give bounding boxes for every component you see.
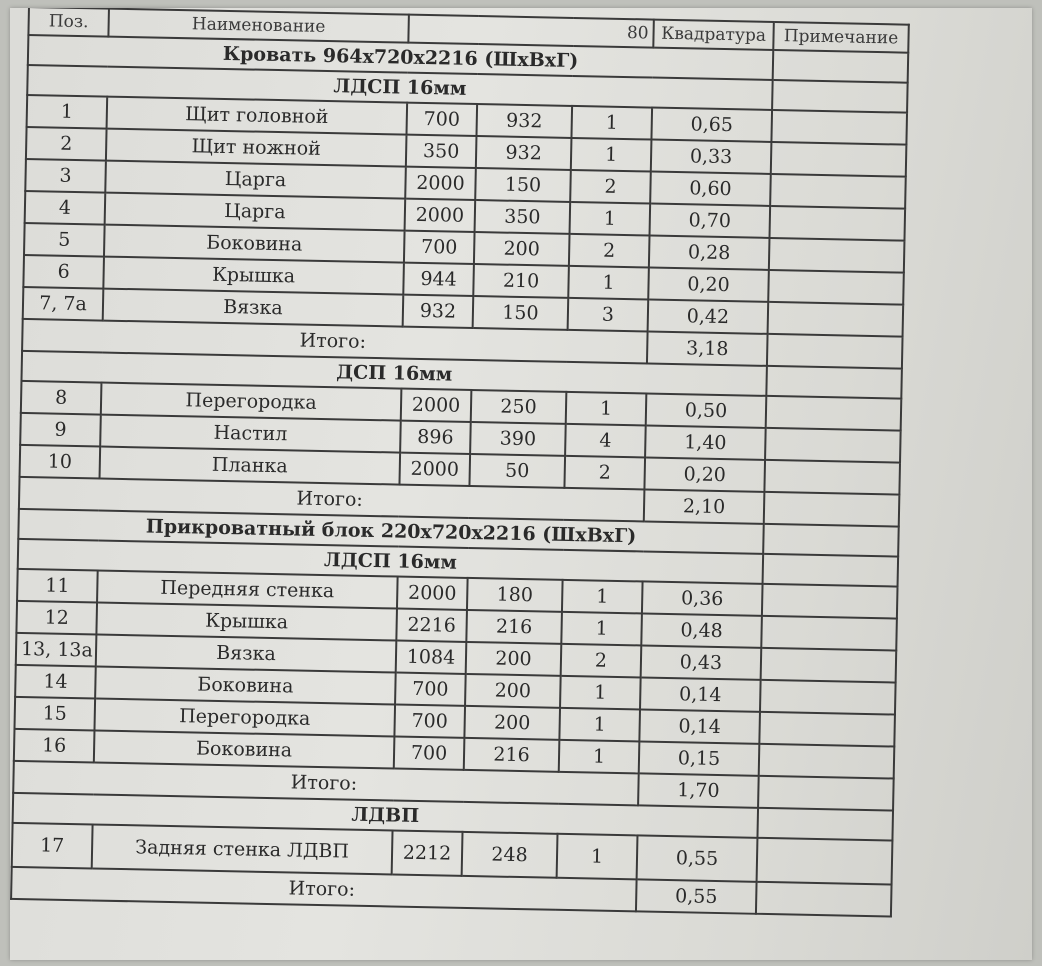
note-cell	[765, 428, 901, 463]
area-cell: 0,42	[648, 300, 769, 334]
pos-cell: 3	[25, 159, 106, 193]
note-cell	[760, 680, 896, 715]
name-cell: Боковина	[95, 666, 396, 704]
width-cell: 200	[474, 232, 570, 266]
note-cell	[768, 270, 904, 305]
note-cell	[758, 776, 894, 811]
area-cell: 0,20	[648, 268, 769, 302]
note-cell	[770, 174, 906, 209]
name-cell: Царга	[105, 193, 406, 231]
note-cell	[757, 808, 893, 841]
note-cell	[769, 206, 905, 241]
pos-cell: 6	[23, 255, 104, 289]
length-cell: 350	[406, 135, 477, 168]
pos-cell: 17	[12, 823, 93, 869]
width-cell: 248	[462, 832, 558, 878]
qty-cell: 1	[566, 392, 647, 426]
paper-sheet	[10, 8, 1032, 960]
qty-cell: 1	[557, 834, 638, 880]
pos-cell: 5	[24, 223, 105, 257]
total-label: Итого:	[11, 867, 637, 912]
qty-cell: 4	[565, 424, 646, 458]
name-cell: Боковина	[104, 225, 405, 263]
name-cell: Крышка	[103, 257, 404, 295]
width-cell: 932	[476, 104, 572, 138]
total-value: 3,18	[647, 332, 768, 366]
width-cell: 200	[464, 706, 560, 740]
qty-cell: 2	[561, 644, 642, 678]
note-cell	[769, 238, 905, 273]
area-cell: 0,33	[651, 140, 772, 174]
area-cell: 0,70	[650, 204, 771, 238]
area-cell: 0,55	[637, 835, 758, 881]
name-cell: Задняя стенка ЛДВП	[92, 824, 393, 874]
width-cell: 932	[476, 136, 572, 170]
area-cell: 0,28	[649, 236, 770, 270]
qty-cell: 1	[559, 740, 640, 774]
note-cell	[771, 110, 907, 145]
header-pos: Поз.	[28, 8, 109, 37]
note-cell	[761, 616, 897, 651]
section-title: ЛДВП	[13, 793, 758, 838]
width-cell: 210	[473, 264, 569, 298]
length-cell: 2000	[397, 577, 468, 610]
qty-cell: 1	[570, 202, 651, 236]
length-cell: 1084	[396, 641, 467, 674]
length-cell: 700	[406, 103, 477, 136]
note-cell	[766, 396, 902, 431]
note-cell	[763, 524, 899, 557]
pos-cell: 2	[26, 127, 107, 161]
area-cell: 0,43	[641, 645, 762, 679]
note-cell	[773, 50, 909, 83]
width-cell: 200	[465, 674, 561, 708]
total-label: Итого:	[19, 477, 645, 522]
note-cell	[764, 460, 900, 495]
header-note: Примечание	[773, 22, 909, 53]
pos-cell: 15	[14, 697, 95, 731]
name-cell: Передняя стенка	[97, 571, 398, 609]
group-title: Кровать 964x720x2216 (ШxВxГ)	[28, 35, 773, 80]
pos-cell: 4	[25, 191, 106, 225]
pos-cell: 10	[20, 445, 101, 479]
note-cell	[771, 142, 907, 177]
section-title: ДСП 16мм	[21, 351, 766, 396]
length-cell: 2212	[392, 830, 463, 875]
name-cell: Перегородка	[94, 698, 395, 736]
pos-cell: 9	[20, 413, 101, 447]
length-cell: 700	[395, 673, 466, 706]
note-cell	[756, 882, 892, 917]
pos-cell: 13, 13а	[16, 633, 97, 667]
name-cell: Планка	[100, 447, 401, 485]
length-cell: 2000	[405, 199, 476, 232]
name-cell: Вязка	[96, 634, 397, 672]
total-value: 1,70	[638, 773, 759, 807]
total-label: Итого:	[22, 319, 648, 364]
pos-cell: 11	[17, 569, 98, 603]
header-size: 80	[408, 15, 654, 48]
note-cell	[766, 366, 902, 399]
area-cell: 0,48	[641, 613, 762, 647]
note-cell	[761, 648, 897, 683]
area-cell: 0,15	[639, 741, 760, 775]
qty-cell: 3	[568, 298, 649, 332]
note-cell	[762, 584, 898, 619]
header-area: Квадратура	[653, 20, 774, 50]
length-cell: 700	[394, 705, 465, 738]
width-cell: 390	[470, 422, 566, 456]
qty-cell: 2	[570, 170, 651, 204]
name-cell: Крышка	[96, 603, 397, 641]
width-cell: 180	[467, 578, 563, 612]
qty-cell: 1	[571, 138, 652, 172]
name-cell: Щит ножной	[106, 129, 407, 167]
qty-cell: 1	[561, 612, 642, 646]
header-name: Наименование	[108, 9, 409, 43]
area-cell: 0,20	[644, 457, 765, 491]
width-cell: 216	[464, 738, 560, 772]
length-cell: 700	[394, 737, 465, 770]
note-cell	[759, 744, 895, 779]
pos-cell: 12	[16, 601, 97, 635]
pos-cell: 16	[14, 729, 95, 763]
length-cell: 2000	[399, 453, 470, 486]
qty-cell: 2	[564, 456, 645, 490]
width-cell: 216	[466, 610, 562, 644]
table-body	[11, 35, 908, 916]
note-cell	[757, 838, 893, 885]
pos-cell: 7, 7а	[23, 287, 104, 321]
pos-cell: 8	[21, 381, 102, 415]
qty-cell: 1	[562, 580, 643, 614]
name-cell: Боковина	[94, 730, 395, 768]
area-cell: 0,50	[646, 393, 767, 427]
length-cell: 944	[403, 263, 474, 296]
length-cell: 2000	[401, 389, 472, 422]
length-cell: 896	[400, 421, 471, 454]
note-cell	[764, 492, 900, 527]
length-cell: 700	[404, 231, 475, 264]
note-cell	[767, 334, 903, 369]
pos-cell: 14	[15, 665, 96, 699]
length-cell: 2000	[405, 167, 476, 200]
qty-cell: 2	[569, 234, 650, 268]
width-cell: 350	[475, 200, 571, 234]
qty-cell: 1	[571, 106, 652, 140]
parts-table	[10, 8, 910, 918]
area-cell: 0,14	[639, 709, 760, 743]
length-cell: 932	[403, 295, 474, 328]
length-cell: 2216	[396, 609, 467, 642]
name-cell: Вязка	[103, 289, 404, 327]
area-cell: 0,14	[640, 677, 761, 711]
total-label: Итого:	[13, 761, 639, 806]
area-cell: 0,36	[642, 581, 763, 615]
note-cell	[763, 554, 899, 587]
note-cell	[768, 302, 904, 337]
width-cell: 200	[466, 642, 562, 676]
section-title: ЛДСП 16мм	[27, 65, 772, 110]
area-cell: 0,65	[651, 108, 772, 142]
section-title: ЛДСП 16мм	[18, 539, 763, 584]
group-title: Прикроватный блок 220x720x2216 (ШxВxГ)	[18, 509, 763, 554]
name-cell: Царга	[105, 161, 406, 199]
width-cell: 50	[469, 454, 565, 488]
total-value: 2,10	[644, 489, 765, 523]
note-cell	[759, 712, 895, 747]
name-cell: Настил	[100, 415, 401, 453]
document-sheet	[10, 8, 998, 919]
qty-cell: 1	[559, 708, 640, 742]
width-cell: 150	[475, 168, 571, 202]
qty-cell: 1	[568, 266, 649, 300]
name-cell: Щит головной	[107, 97, 408, 135]
qty-cell: 1	[560, 676, 641, 710]
note-cell	[772, 80, 908, 113]
name-cell: Перегородка	[101, 383, 402, 421]
total-value: 0,55	[636, 879, 757, 913]
area-cell: 0,60	[650, 172, 771, 206]
width-cell: 150	[473, 296, 569, 330]
width-cell: 250	[471, 390, 567, 424]
pos-cell: 1	[27, 95, 108, 129]
area-cell: 1,40	[645, 425, 766, 459]
